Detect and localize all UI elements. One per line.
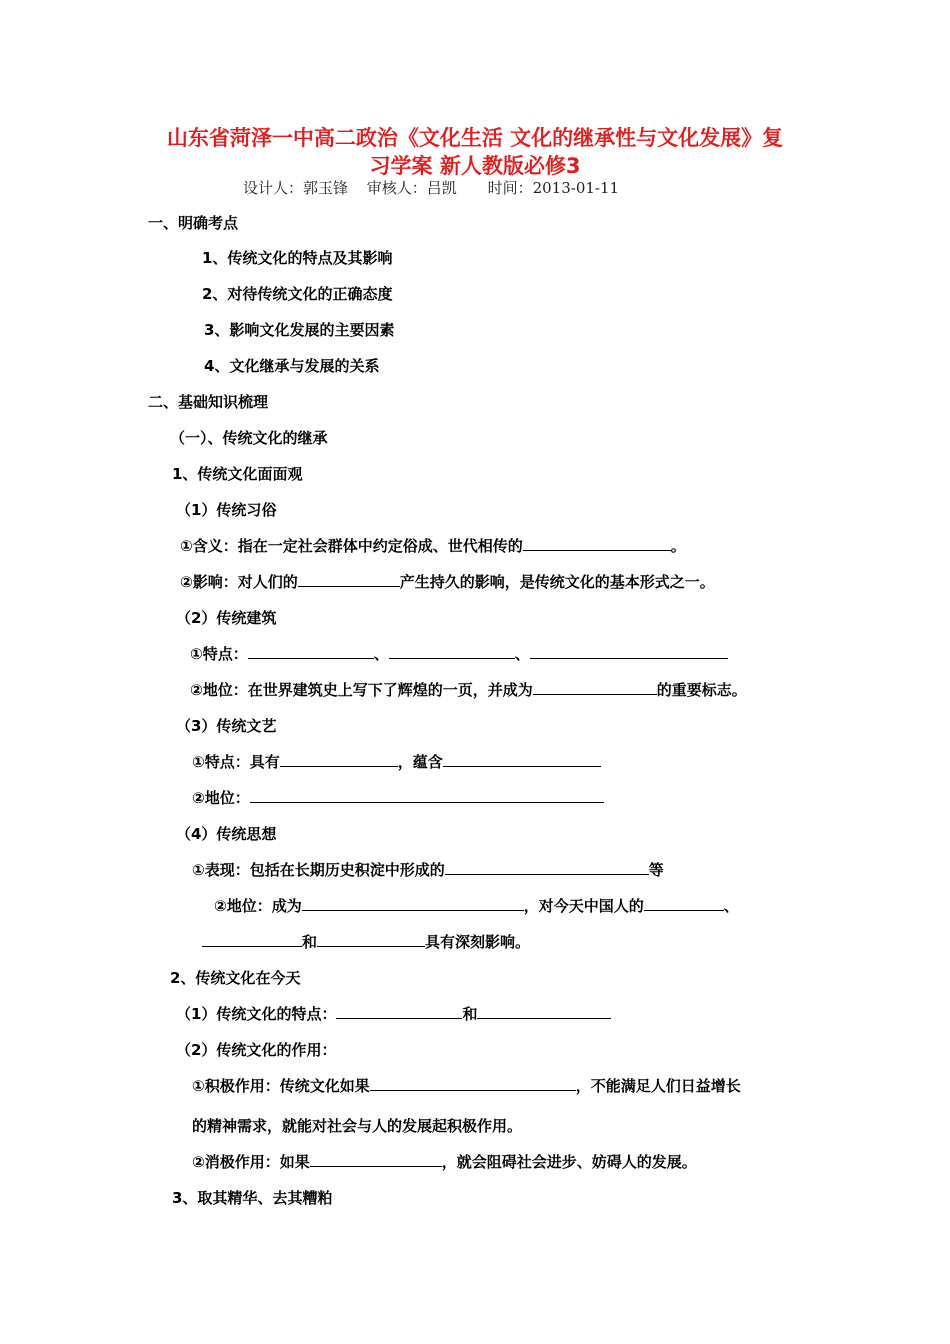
text: ①特点：具有 (192, 753, 280, 771)
section1-item-4: 4、文化继承与发展的关系 (204, 357, 380, 375)
text: 具有深刻影响。 (425, 933, 531, 951)
text: 。 (670, 537, 686, 555)
text: ①特点： (190, 645, 248, 663)
fill-blank[interactable] (248, 643, 374, 659)
separator: 、 (514, 645, 530, 663)
fill-blank[interactable] (298, 571, 400, 587)
architecture-status (190, 679, 747, 701)
fill-blank[interactable] (317, 931, 425, 947)
art-status (192, 787, 604, 809)
fill-blank[interactable] (644, 895, 724, 911)
separator: 、 (723, 897, 739, 915)
doc-meta (243, 177, 633, 198)
text: ，对今天中国人的 (523, 897, 644, 915)
text: 等 (648, 861, 664, 879)
text: ②地位： (192, 789, 250, 807)
fill-blank[interactable] (302, 895, 524, 911)
point-1-2: （2）传统建筑 (176, 609, 277, 627)
custom-influence (180, 571, 715, 593)
text: 的重要标志。 (656, 681, 747, 699)
text: 和 (302, 933, 318, 951)
art-features (192, 751, 601, 773)
point-2-1 (176, 1003, 611, 1025)
subsection-1: （一）、传统文化的继承 (170, 429, 328, 447)
fill-blank[interactable] (523, 535, 671, 551)
point-1-4: （4）传统思想 (176, 825, 277, 843)
thought-manifestation (192, 859, 664, 881)
point-1-3: （3）传统文艺 (176, 717, 277, 735)
text: （1）传统文化的特点： (176, 1005, 337, 1023)
text: ②影响：对人们的 (180, 573, 298, 591)
text: ②消极作用：如果 (192, 1153, 310, 1171)
fill-blank[interactable] (533, 679, 657, 695)
fill-blank[interactable] (443, 751, 601, 767)
architecture-features (190, 643, 728, 665)
section1-item-1: 1、传统文化的特点及其影响 (202, 249, 393, 267)
section1-item-3: 3、影响文化发展的主要因素 (204, 321, 395, 339)
text: 产生持久的影响，是传统文化的基本形式之一。 (399, 573, 715, 591)
section1-item-2: 2、对待传统文化的正确态度 (202, 285, 393, 303)
text: ，蕴含 (397, 753, 443, 771)
fill-blank[interactable] (336, 1003, 462, 1019)
positive-role (192, 1075, 741, 1097)
section1-heading: 一、明确考点 (148, 214, 239, 232)
point-3: 3、取其精华、去其糟粕 (172, 1189, 333, 1207)
fill-blank[interactable] (202, 931, 302, 947)
fill-blank[interactable] (250, 787, 604, 803)
fill-blank[interactable] (389, 643, 515, 659)
point-2-2: （2）传统文化的作用： (176, 1041, 337, 1059)
doc-title-line2: 习学案 新人教版必修3 (369, 154, 581, 178)
point-1: 1、传统文化面面观 (172, 465, 303, 483)
text: ，不能满足人们日益增长 (575, 1077, 741, 1095)
date: 时间：2013-01-11 (487, 179, 620, 197)
text: ①含义：指在一定社会群体中约定俗成、世代相传的 (180, 537, 523, 555)
point-1-1: （1）传统习俗 (176, 501, 277, 519)
fill-blank[interactable] (310, 1151, 442, 1167)
text: ①积极作用：传统文化如果 (192, 1077, 370, 1095)
text: ①表现：包括在长期历史积淀中形成的 (192, 861, 445, 879)
fill-blank[interactable] (370, 1075, 576, 1091)
text: ②地位：成为 (214, 897, 302, 915)
text: ，就会阻碍社会进步、妨碍人的发展。 (441, 1153, 697, 1171)
thought-status-cont (202, 931, 530, 953)
text: 和 (462, 1005, 478, 1023)
doc-title-line1: 山东省菏泽一中高二政治《文化生活 文化的继承性与文化发展》复 (166, 126, 784, 150)
section2-heading: 二、基础知识梳理 (148, 393, 269, 411)
fill-blank[interactable] (445, 859, 649, 875)
fill-blank[interactable] (477, 1003, 611, 1019)
fill-blank[interactable] (280, 751, 398, 767)
designer: 设计人：郭玉锋 (243, 179, 349, 197)
custom-meaning (180, 535, 686, 557)
reviewer: 审核人：吕凯 (366, 179, 457, 197)
separator: 、 (373, 645, 389, 663)
thought-status (214, 895, 739, 917)
negative-role (192, 1151, 697, 1173)
fill-blank[interactable] (530, 643, 728, 659)
positive-role-cont: 的精神需求，就能对社会与人的发展起积极作用。 (192, 1117, 523, 1135)
point-2: 2、传统文化在今天 (170, 969, 301, 987)
text: ②地位：在世界建筑史上写下了辉煌的一页，并成为 (190, 681, 533, 699)
